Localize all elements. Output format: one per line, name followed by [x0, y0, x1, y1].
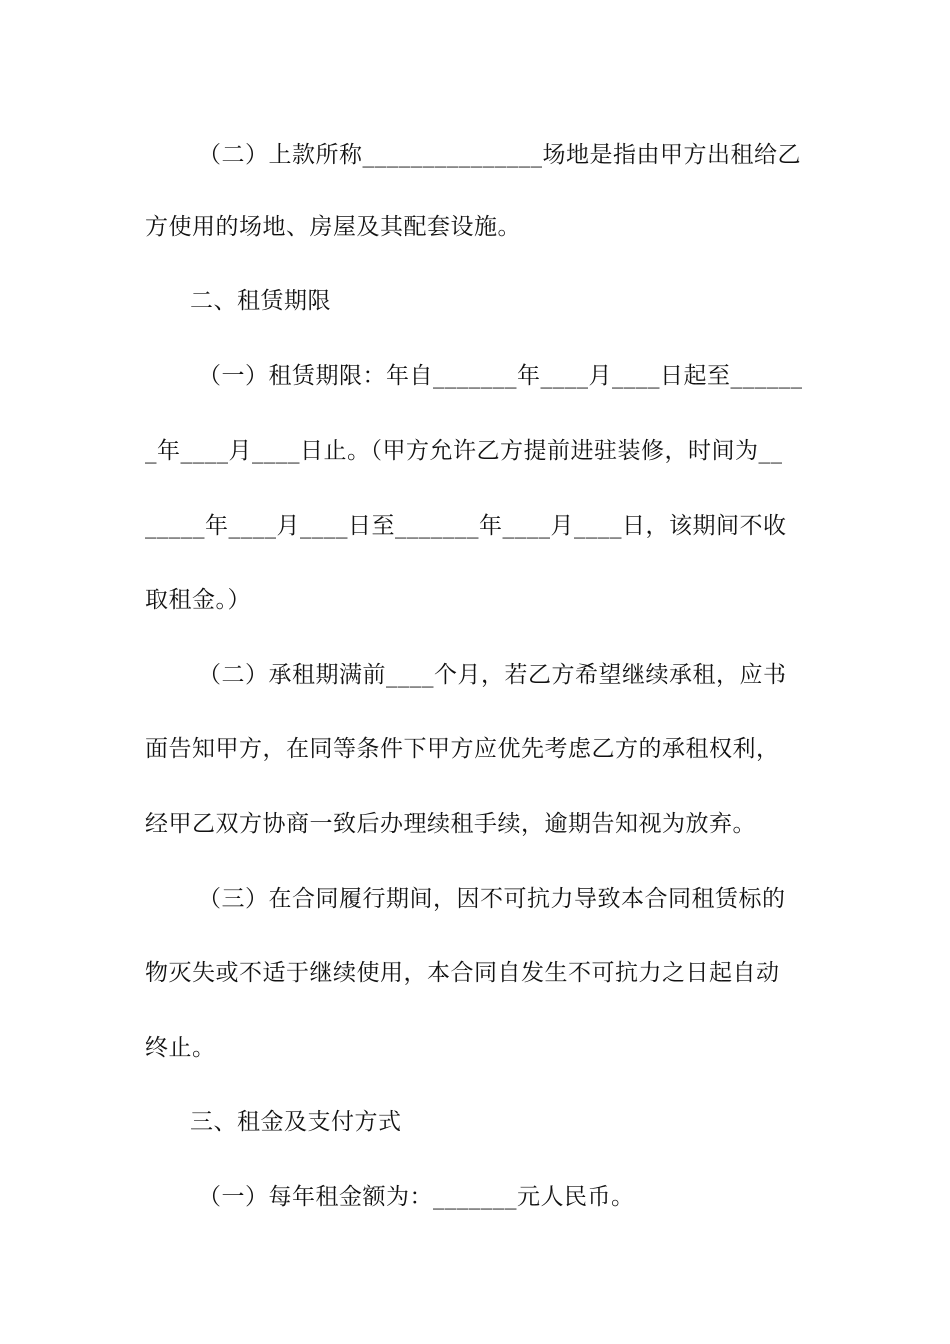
paragraph-line: （二）承租期满前____个月，若乙方希望继续承租，应书: [198, 662, 787, 688]
paragraph-line: 方使用的场地、房屋及其配套设施。: [145, 214, 521, 240]
paragraph-line: （一）每年租金额为：_______元人民币。: [198, 1184, 635, 1210]
paragraph-line: （一）租赁期限：年自_______年____月____日起至______: [198, 363, 803, 389]
paragraph-line: （三）在合同履行期间，因不可抗力导致本合同租赁标的: [198, 886, 786, 912]
paragraph-line: 取租金。）: [145, 587, 251, 613]
section-heading: 二、租赁期限: [190, 288, 331, 314]
paragraph-line: 面告知甲方，在同等条件下甲方应优先考虑乙方的承租权利，: [145, 736, 780, 762]
section-heading: 三、租金及支付方式: [190, 1109, 402, 1135]
paragraph-line: _____年____月____日至_______年____月____日，该期间不收: [145, 513, 787, 539]
paragraph-line: 物灭失或不适于继续使用，本合同自发生不可抗力之日起自动: [145, 960, 780, 986]
paragraph-line: _年____月____日止。（甲方允许乙方提前进驻装修，时间为__: [145, 438, 783, 464]
paragraph-line: 终止。: [145, 1035, 216, 1061]
paragraph-line: 经甲乙双方协商一致后办理续租手续，逾期告知视为放弃。: [145, 811, 756, 837]
paragraph-line: （二）上款所称_______________场地是指由甲方出租给乙: [198, 142, 801, 168]
